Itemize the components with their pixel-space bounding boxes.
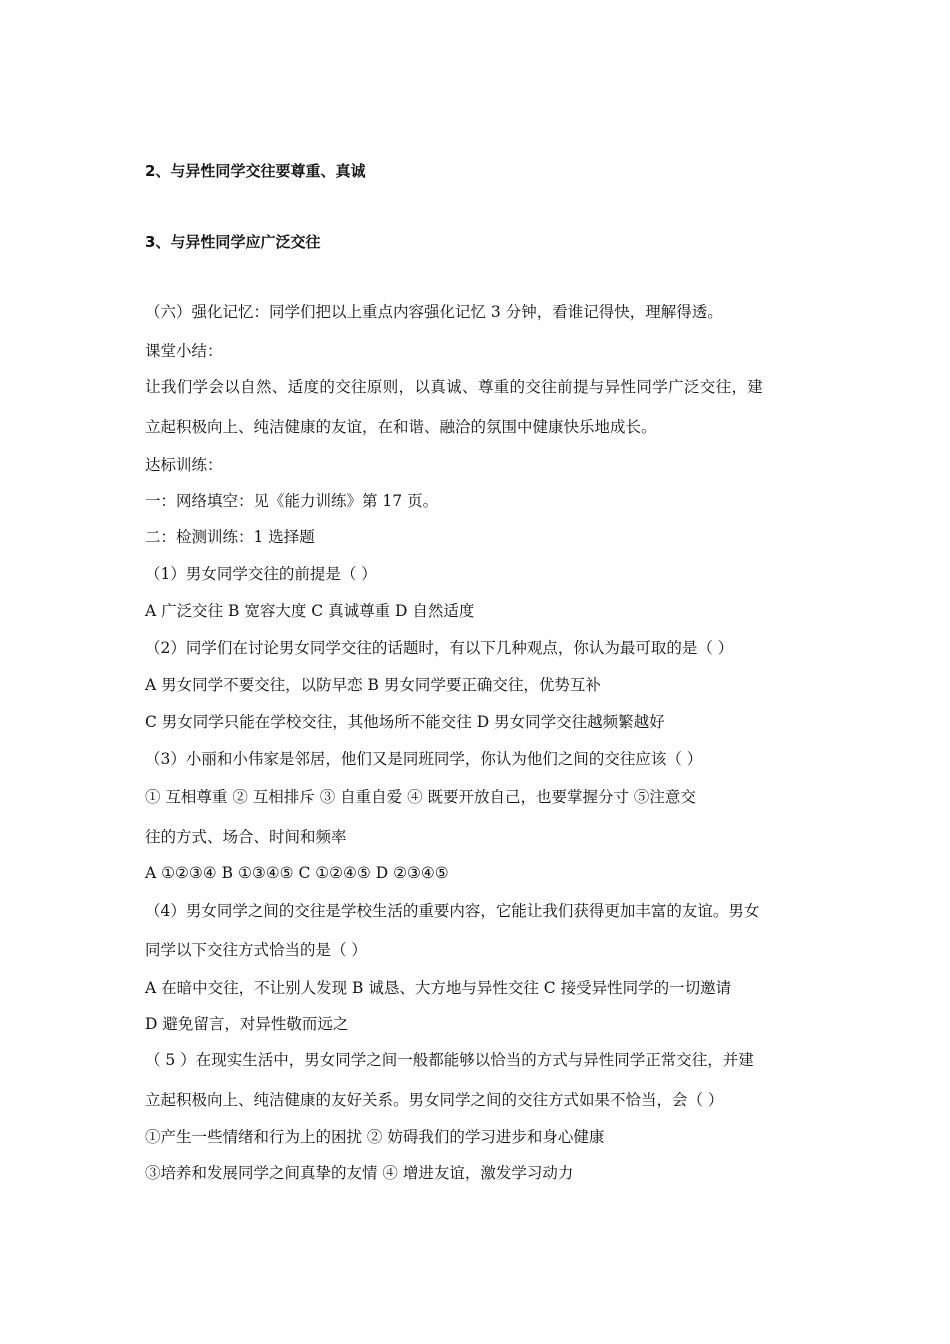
summary-line-2: 立起积极向上、纯洁健康的友谊，在和谐、融洽的氛围中健康快乐地成长。: [145, 418, 657, 436]
q3-options: A ①②③④ B ①③④⑤ C ①②④⑤ D ②③④⑤: [145, 864, 449, 882]
q4-options-abc: A 在暗中交往，不让别人发现 B 诚恳、大方地与异性交往 C 接受异性同学的一切邀请: [145, 979, 732, 997]
summary-line-1: 让我们学会以自然、适度的交往原则，以真诚、尊重的交往前提与异性同学广泛交往，建: [145, 378, 764, 396]
q1-options: A 广泛交往 B 宽容大度 C 真诚尊重 D 自然适度: [145, 602, 475, 620]
heading-broad-contact: 3、与异性同学应广泛交往: [145, 233, 321, 251]
q2-options-cd: C 男女同学只能在学校交往，其他场所不能交往 D 男女同学交往越频繁越好: [145, 713, 665, 731]
q3-items-1: ① 互相尊重 ② 互相排斥 ③ 自重自爱 ④ 既要开放自己，也要掌握分寸 ⑤注意交: [145, 788, 696, 806]
training-part-1: 一：网络填空：见《能力训练》第 17 页。: [145, 492, 439, 510]
q2-stem: （2）同学们在讨论男女同学交往的话题时，有以下几种观点，你认为最可取的是（ ）: [145, 639, 734, 657]
q4-option-d: D 避免留言，对异性敬而远之: [145, 1015, 349, 1033]
heading-respect: 2、与异性同学交往要尊重、真诚: [145, 162, 366, 180]
q3-items-2: 往的方式、场合、时间和频率: [145, 828, 347, 846]
q2-options-ab: A 男女同学不要交往，以防早恋 B 男女同学要正确交往，优势互补: [145, 676, 601, 694]
q5-stem-1: （ 5 ）在现实生活中，男女同学之间一般都能够以恰当的方式与异性同学正常交往，并建: [145, 1051, 754, 1069]
q5-stem-2: 立起积极向上、纯洁健康的友好关系。男女同学之间的交往方式如果不恰当，会（ ）: [145, 1091, 724, 1109]
q1-stem: （1）男女同学交往的前提是（ ）: [145, 565, 377, 583]
training-label: 达标训练：: [145, 456, 223, 474]
q4-stem-2: 同学以下交往方式恰当的是（ ）: [145, 941, 367, 959]
review-line: （六）强化记忆：同学们把以上重点内容强化记忆 3 分钟，看谁记得快，理解得透。: [145, 303, 723, 321]
q3-stem: （3）小丽和小伟家是邻居，他们又是同班同学，你认为他们之间的交往应该（ ）: [145, 750, 703, 768]
summary-label: 课堂小结：: [145, 342, 223, 360]
q5-items-1: ①产生一些情绪和行为上的困扰 ② 妨碍我们的学习进步和身心健康: [145, 1128, 605, 1146]
q5-items-2: ③培养和发展同学之间真挚的友情 ④ 增进友谊，激发学习动力: [145, 1164, 574, 1182]
training-part-2: 二：检测训练：1 选择题: [145, 528, 315, 546]
q4-stem-1: （4）男女同学之间的交往是学校生活的重要内容，它能让我们获得更加丰富的友谊。男女: [145, 902, 760, 920]
